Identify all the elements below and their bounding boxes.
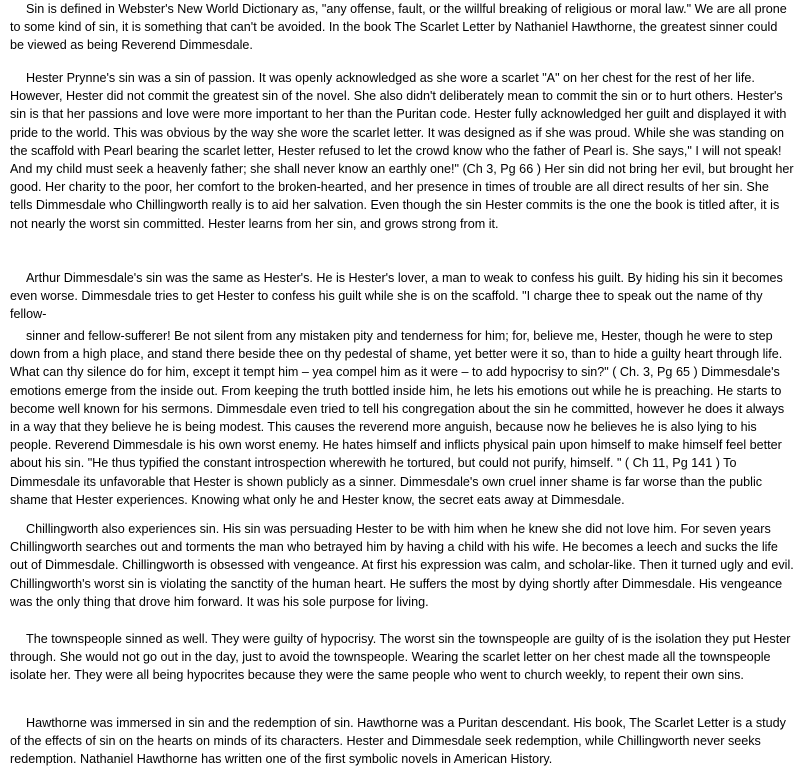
paragraph-dimmesdale: Arthur Dimmesdale's sin was the same as Hester's. He is Hester's lover, a man to weak to confess his guilt. By hiding his sin it becomes even worse. Dimmesdale tries to get Hester to confess his guilt while she is on the scaffold. "I charge thee to speak out the name of thy fellow- — [10, 271, 783, 322]
paragraph-hester: Hester Prynne's sin was a sin of passion. It was openly acknowledged as she wore a scarlet "A" on her chest for the rest of her life. However, Hester did not commit the greatest sin of the novel. She also didn't deliberately mean to commit the sin or to hurt others. Hester's sin is that her passions and love were more important to her than the Puritan code. Hester fully acknowledged her guilt and displayed it with pride to the world. This was obvious by the way she wore the scarlet letter. It was designed as if she was proud. While she was standing on the scaffold with Pearl bearing the scarlet letter, Hester refused to let the crowd know who the father of Pearl is. She says," I will not speak! And my child must seek a heavenly father; she shall never know an earthly one!" (Ch 3, Pg 66 ) Her sin did not bring her evil, but brought her good. Her charity to the poor, her comfort to the broken-hearted, and her presence in times of trouble are all direct results of her sin. She tells Dimmesdale who Chillingworth really is to aid her salvation. Even though the sin Hester commits is the one the book is titled after, it is not nearly the worst sin committed. Hester learns from her sin, and grows strong from it. — [10, 71, 794, 231]
paragraph-townspeople: The townspeople sinned as well. They were guilty of hypocrisy. The worst sin the townspeople are guilty of is the isolation they put Hester through. She would not go out in the day, just to avoid the townspeople. Wearing the scarlet letter on her chest made all the townspeople isolate her. They were all being hypocrites because they were the same people who went to church weekly, to repent their own sins. — [10, 632, 791, 683]
paragraph-chillingworth: Chillingworth also experiences sin. His sin was persuading Hester to be with him when he knew she did not love him. For seven years Chillingworth searches out and torments the man who betrayed him by having a child with his wife. He becomes a leech and sucks the life out of Dimmesdale. Chillingworth is obsessed with vengeance. At first his expression was calm, and scholar-like. Then it turned ugly and evil. Chillingworth's worst sin is violating the sanctity of the human heart. He suffers the most by dying shortly after Dimmesdale. His vengeance was the only thing that drove him forward. It was his sole purpose for living. — [10, 522, 794, 609]
paragraph-dimmesdale-continued: sinner and fellow-sufferer! Be not silent from any mistaken pity and tenderness for him; for, believe me, Hester, though he were to step down from a high place, and stand there beside thee on thy pedestal of shame, yet better were it so, than to hide a guilty heart through life. What can thy silence do for him, except it tempt him – yea compel him as it were – to add hypocrisy to sin?" ( Ch. 3, Pg 65 ) Dimmesdale's emotions emerge from the inside out. From keeping the truth bottled inside him, he lets his emotions out while he is preaching. He starts to become well known for his sermons. Dimmesdale even tried to tell his congregation about the sin he committed, however he does it always in a way that they believe he is being modest. This causes the reverend more anguish, because now he believes he is also lying to his people. Reverend Dimmesdale is his own worst enemy. He hates himself and inflicts physical pain upon himself to make himself feel better about his sin. "He thus typified the constant introspection wherewith he tortured, but could not purify, himself. " ( Ch 11, Pg 141 ) To Dimmesdale its unfavorable that Hester is shown publicly as a sinner. Dimmesdale's own cruel inner shame is far worse than the public shame that Hester experiences. Knowing what only he and Hester know, the secret eats away at Dimmesdale. — [10, 329, 785, 507]
paragraph-intro: Sin is defined in Webster's New World Dictionary as, "any offense, fault, or the willful breaking of religious or moral law." We are all prone to some kind of sin, it is something that can't be avoided. In the book The Scarlet Letter by Nathaniel Hawthorne, the greatest sinner could be viewed as being Reverend Dimmesdale. — [10, 2, 787, 53]
paragraph-conclusion: Hawthorne was immersed in sin and the redemption of sin. Hawthorne was a Puritan descendant. His book, The Scarlet Letter is a study of the effects of sin on the hearts on minds of its characters. Hester and Dimmesdale seek redemption, while Chillingworth never seeks redemption. Nathaniel Hawthorne has written one of the first symbolic novels in American History. — [10, 716, 786, 767]
